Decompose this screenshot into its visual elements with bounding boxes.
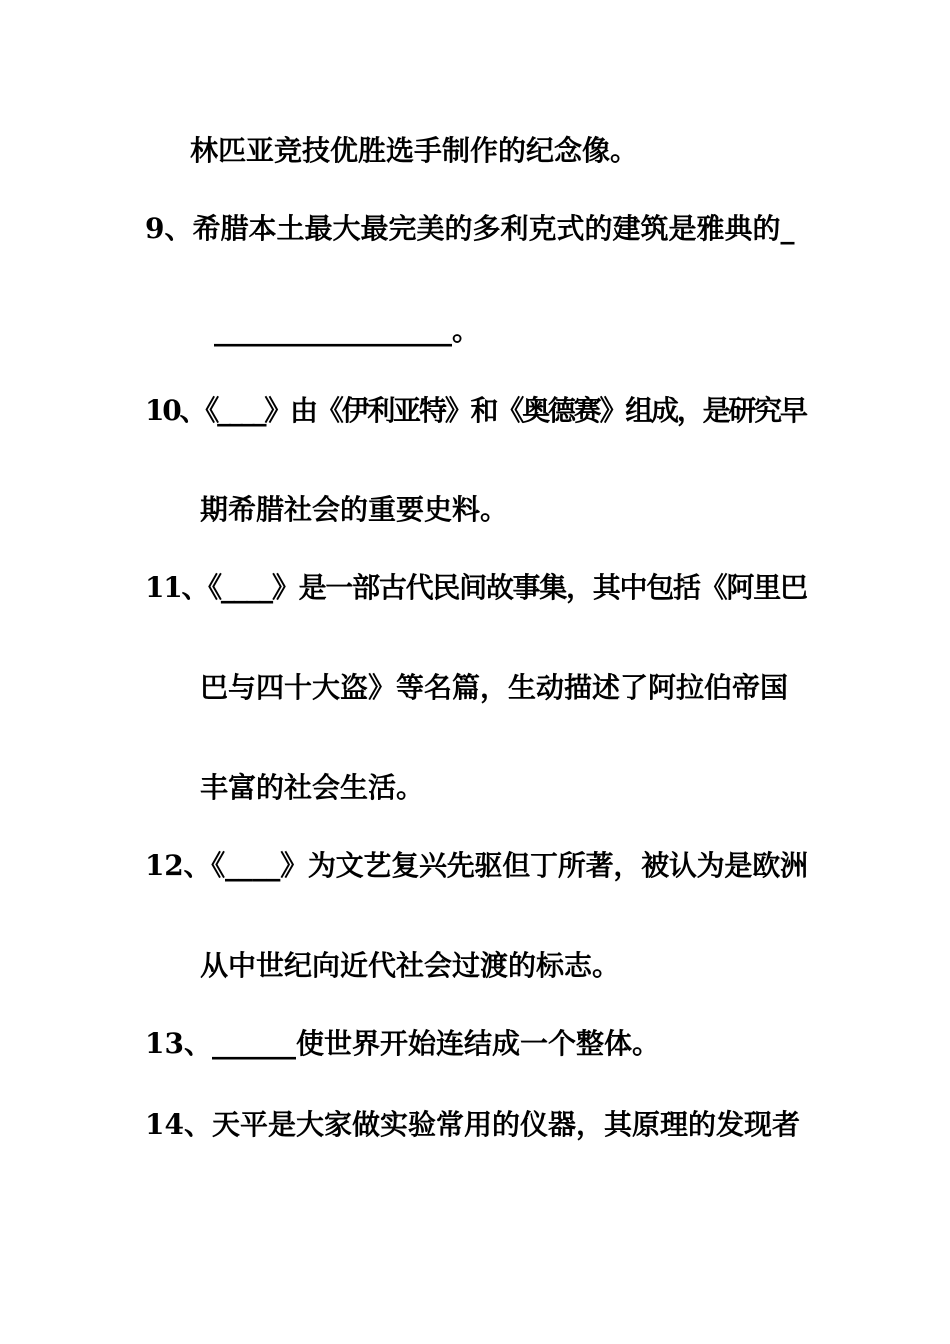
question-11-continuation-1: 巴与四十大盗》等名篇，生动描述了阿拉伯帝国 bbox=[200, 671, 789, 704]
question-11: 11、《____》是一部古代民间故事集，其中包括《阿里巴 bbox=[145, 571, 807, 604]
question-8-continuation: 林匹亚竞技优胜选手制作的纪念像。 bbox=[190, 134, 639, 167]
question-12-continuation: 从中世纪向近代社会过渡的标志。 bbox=[200, 949, 621, 982]
question-14: 14、天平是大家做实验常用的仪器，其原理的发现者 bbox=[145, 1108, 800, 1141]
question-11-continuation-2: 丰富的社会生活。 bbox=[200, 771, 425, 804]
question-9-blank: _________________。 bbox=[214, 314, 481, 347]
question-13: 13、______使世界开始连结成一个整体。 bbox=[145, 1027, 660, 1060]
question-12: 12、《____》为文艺复兴先驱但丁所著，被认为是欧洲 bbox=[145, 849, 808, 882]
question-10: 10、《____》由《伊利亚特》和《奥德赛》组成，是研究早 bbox=[145, 394, 806, 427]
question-9: 9、希腊本土最大最完美的多利克式的建筑是雅典的_ bbox=[145, 212, 795, 245]
question-10-continuation: 期希腊社会的重要史料。 bbox=[200, 493, 509, 526]
